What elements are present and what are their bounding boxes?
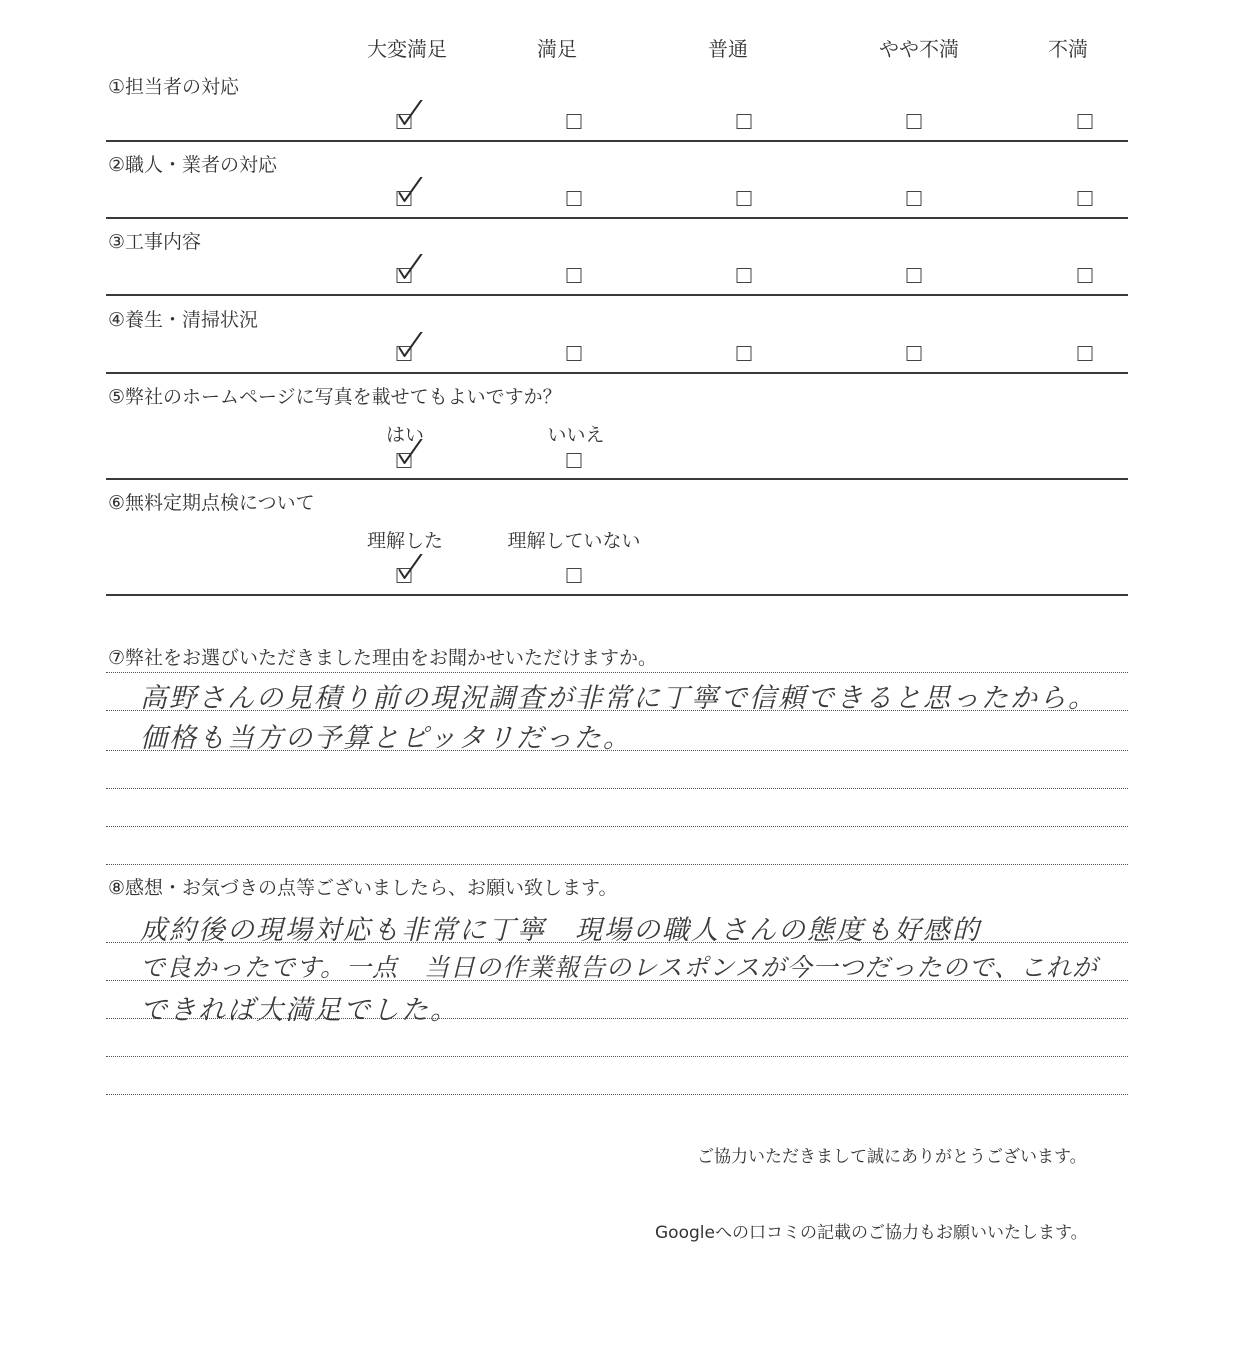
question-4-label: ④養生・清掃状況 bbox=[108, 309, 259, 331]
q3-checkbox-neutral[interactable] bbox=[737, 268, 752, 283]
divider bbox=[106, 478, 1128, 480]
q1-checkbox-neutral[interactable] bbox=[737, 114, 752, 129]
header-dissatisfied: 不満 bbox=[1048, 37, 1088, 61]
divider bbox=[106, 372, 1128, 374]
answer-line bbox=[106, 1094, 1128, 1095]
q2-checkbox-neutral[interactable] bbox=[737, 191, 752, 206]
q1-checkbox-very-satisfied[interactable] bbox=[397, 114, 412, 129]
check-mark-icon bbox=[398, 332, 428, 362]
q7-answer-line-2: 価格も当方の予算とピッタリだった。 bbox=[140, 723, 632, 754]
q3-checkbox-satisfied[interactable] bbox=[567, 268, 582, 283]
q4-checkbox-neutral[interactable] bbox=[737, 346, 752, 361]
q8-answer-line-1: 成約後の現場対応も非常に丁寧 現場の職人さんの態度も好感的 bbox=[140, 915, 981, 946]
thanks-message: ご協力いただきまして誠にありがとうございます。 bbox=[697, 1147, 1087, 1167]
answer-line bbox=[106, 788, 1128, 789]
divider bbox=[106, 294, 1128, 296]
q8-answer-line-2: で良かったです。一点 当日の作業報告のレスポンスが今一つだったので、これが bbox=[140, 953, 1099, 982]
question-1-label: ①担当者の対応 bbox=[108, 76, 240, 98]
question-7-label: ⑦弊社をお選びいただきました理由をお聞かせいただけますか。 bbox=[108, 647, 658, 669]
q3-checkbox-dissatisfied[interactable] bbox=[1078, 268, 1093, 283]
q8-answer-line-3: できれば大満足でした。 bbox=[140, 995, 459, 1026]
question-6-label: ⑥無料定期点検について bbox=[108, 492, 315, 514]
divider bbox=[106, 217, 1128, 219]
header-neutral: 普通 bbox=[708, 37, 748, 61]
header-very-satisfied: 大変満足 bbox=[367, 37, 447, 61]
header-somewhat-dissatisfied: やや不満 bbox=[879, 37, 959, 61]
check-mark-icon bbox=[398, 100, 428, 130]
q6-option-not-understood-label: 理解していない bbox=[507, 530, 641, 552]
question-5-label: ⑤弊社のホームページに写真を載せてもよいですか？ bbox=[108, 386, 562, 408]
q5-option-yes-label: はい bbox=[385, 424, 425, 446]
q1-checkbox-somewhat-dissatisfied[interactable] bbox=[907, 114, 922, 129]
q2-checkbox-somewhat-dissatisfied[interactable] bbox=[907, 191, 922, 206]
question-3-label: ③工事内容 bbox=[108, 231, 202, 253]
q2-checkbox-very-satisfied[interactable] bbox=[397, 191, 412, 206]
answer-line bbox=[106, 826, 1128, 827]
answer-line bbox=[106, 672, 1128, 673]
q1-checkbox-satisfied[interactable] bbox=[567, 114, 582, 129]
question-8-label: ⑧感想・お気づきの点等ございましたら、お願い致します。 bbox=[108, 877, 618, 899]
q6-option-understood-label: 理解した bbox=[366, 530, 444, 552]
q4-checkbox-dissatisfied[interactable] bbox=[1078, 346, 1093, 361]
q4-checkbox-satisfied[interactable] bbox=[567, 346, 582, 361]
divider bbox=[106, 140, 1128, 142]
answer-line bbox=[106, 1056, 1128, 1057]
q2-checkbox-satisfied[interactable] bbox=[567, 191, 582, 206]
q2-checkbox-dissatisfied[interactable] bbox=[1078, 191, 1093, 206]
q6-checkbox-understood[interactable] bbox=[397, 568, 412, 583]
q5-checkbox-no[interactable] bbox=[567, 453, 582, 468]
q3-checkbox-somewhat-dissatisfied[interactable] bbox=[907, 268, 922, 283]
question-2-label: ②職人・業者の対応 bbox=[108, 154, 278, 176]
q6-checkbox-not-understood[interactable] bbox=[567, 568, 582, 583]
q5-checkbox-yes[interactable] bbox=[397, 453, 412, 468]
header-satisfied: 満足 bbox=[537, 37, 577, 61]
q4-checkbox-somewhat-dissatisfied[interactable] bbox=[907, 346, 922, 361]
check-mark-icon bbox=[398, 177, 428, 207]
divider bbox=[106, 594, 1128, 596]
q4-checkbox-very-satisfied[interactable] bbox=[397, 346, 412, 361]
check-mark-icon bbox=[398, 554, 428, 584]
google-review-request: Googleへの口コミの記載のご協力もお願いいたします。 bbox=[655, 1223, 1088, 1243]
q5-option-no-label: いいえ bbox=[547, 424, 605, 446]
q3-checkbox-very-satisfied[interactable] bbox=[397, 268, 412, 283]
check-mark-icon bbox=[398, 254, 428, 284]
answer-line bbox=[106, 864, 1128, 865]
q7-answer-line-1: 高野さんの見積り前の現況調査が非常に丁寧で信頼できると思ったから。 bbox=[140, 683, 1097, 714]
q1-checkbox-dissatisfied[interactable] bbox=[1078, 114, 1093, 129]
